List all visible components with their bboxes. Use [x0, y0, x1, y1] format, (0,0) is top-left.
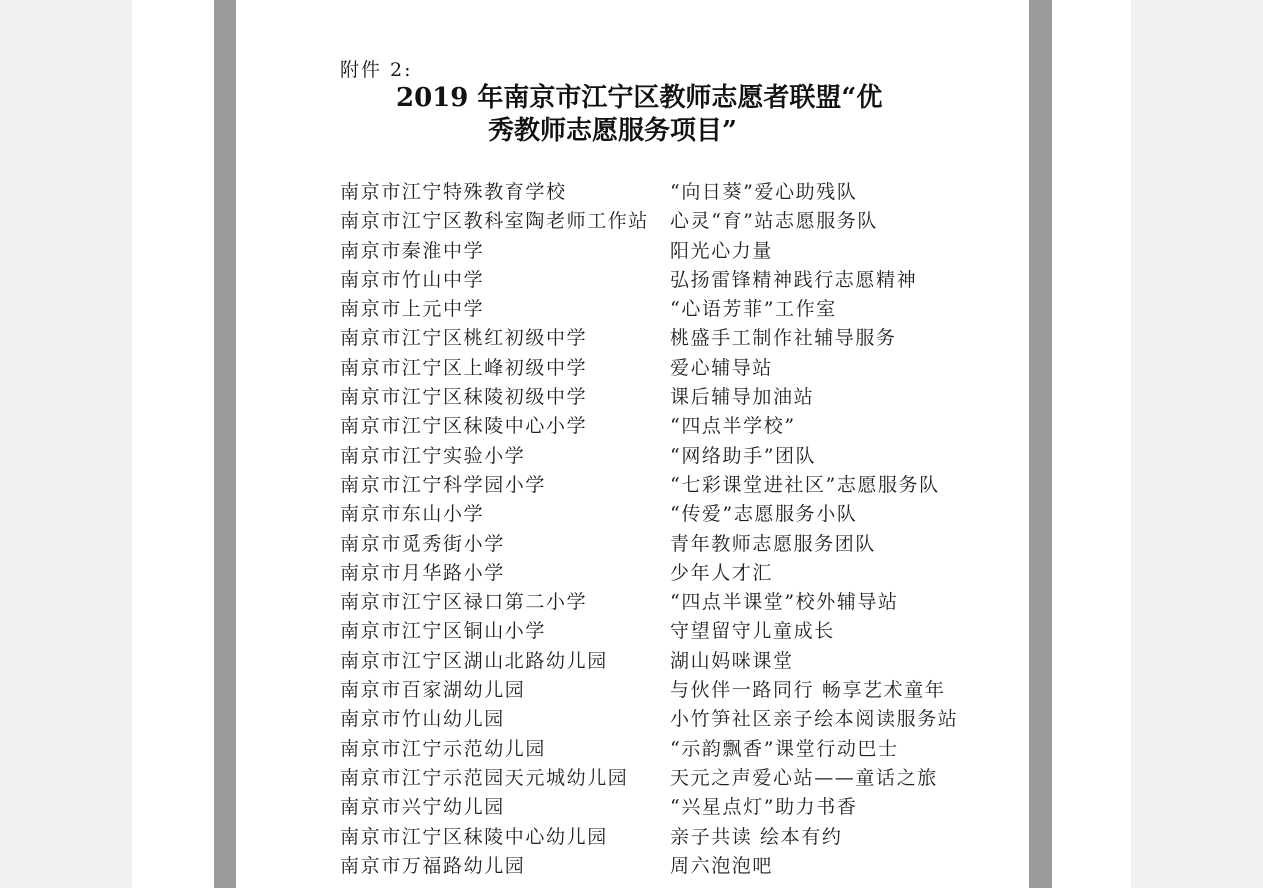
project-name: 湖山妈咪课堂	[670, 649, 794, 672]
project-name: “示韵飘香”课堂行动巴士	[670, 737, 899, 760]
school-name: 南京市江宁示范幼儿园	[340, 737, 547, 760]
project-name: 课后辅导加油站	[670, 386, 815, 409]
project-name: 少年人才汇	[670, 561, 774, 584]
project-name: 阳光心力量	[670, 239, 774, 262]
project-name: 弘扬雷锋精神践行志愿精神	[670, 268, 918, 291]
list-item	[340, 207, 1020, 236]
project-name: 心灵“育”站志愿服务队	[670, 210, 879, 233]
school-name: 南京市东山小学	[340, 503, 485, 526]
list-item	[340, 412, 1020, 441]
list-item	[340, 705, 1020, 734]
list-item	[340, 530, 1020, 559]
project-name: 爱心辅导站	[670, 356, 774, 379]
list-item	[340, 764, 1020, 793]
project-name: 青年教师志愿服务团队	[670, 532, 877, 555]
project-name: “传爱”志愿服务小队	[670, 503, 858, 526]
project-name: 守望留守儿童成长	[670, 620, 835, 643]
volunteer-project-list	[340, 178, 1020, 881]
project-name: “四点半学校”	[670, 415, 796, 438]
school-name: 南京市觅秀街小学	[340, 532, 505, 555]
school-name: 南京市百家湖幼儿园	[340, 679, 526, 702]
list-item	[340, 471, 1020, 500]
list-item	[340, 588, 1020, 617]
list-item	[340, 647, 1020, 676]
project-name: 与伙伴一路同行 畅享艺术童年	[670, 679, 946, 702]
school-name: 南京市江宁科学园小学	[340, 473, 547, 496]
school-name: 南京市江宁实验小学	[340, 444, 526, 467]
list-item	[340, 559, 1020, 588]
project-name: “心语芳菲”工作室	[670, 298, 837, 321]
school-name: 南京市秦淮中学	[340, 239, 485, 262]
list-item	[340, 823, 1020, 852]
school-name: 南京市江宁区桃红初级中学	[340, 327, 588, 350]
project-name: 亲子共读 绘本有约	[670, 825, 843, 848]
project-name: “兴星点灯”助力书香	[670, 796, 858, 819]
list-item	[340, 295, 1020, 324]
list-item	[340, 617, 1020, 646]
project-name: “四点半课堂”校外辅导站	[670, 591, 899, 614]
project-name: 小竹笋社区亲子绘本阅读服务站	[670, 708, 959, 731]
school-name: 南京市江宁区秣陵中心幼儿园	[340, 825, 608, 848]
list-item	[340, 676, 1020, 705]
list-item	[340, 266, 1020, 295]
school-name: 南京市竹山幼儿园	[340, 708, 505, 731]
project-name: “向日葵”爱心助残队	[670, 181, 858, 203]
school-name: 南京市江宁区铜山小学	[340, 620, 547, 643]
school-name: 南京市江宁区湖山北路幼儿园	[340, 649, 608, 672]
school-name: 南京市江宁区上峰初级中学	[340, 356, 588, 379]
school-name: 南京市江宁区秣陵初级中学	[340, 386, 588, 409]
school-name: 南京市月华路小学	[340, 561, 505, 584]
school-name: 南京市兴宁幼儿园	[340, 796, 505, 819]
document-title	[236, 82, 1029, 148]
title-line-2: 秀教师志愿服务项目”	[488, 116, 737, 146]
project-name: 桃盛手工制作社辅导服务	[670, 327, 897, 350]
project-name: “网络助手”团队	[670, 444, 817, 467]
title-line-1: 2019 年南京市江宁区教师志愿者联盟“优	[396, 83, 883, 113]
document-page	[236, 0, 1029, 888]
list-item	[340, 383, 1020, 412]
school-name: 南京市竹山中学	[340, 268, 485, 291]
list-item	[340, 735, 1020, 764]
school-name: 南京市江宁区禄口第二小学	[340, 591, 588, 614]
school-name: 南京市江宁区教科室陶老师工作站	[340, 210, 650, 233]
attachment-label: 附件 2:	[340, 59, 413, 81]
project-name: 天元之声爱心站——童话之旅	[670, 766, 938, 789]
list-item	[340, 793, 1020, 822]
school-name: 南京市江宁示范园天元城幼儿园	[340, 766, 629, 789]
list-item	[340, 237, 1020, 266]
school-name: 南京市上元中学	[340, 298, 485, 321]
project-name: 周六泡泡吧	[670, 854, 774, 877]
school-name: 南京市江宁特殊教育学校	[340, 181, 567, 203]
list-item	[340, 324, 1020, 353]
list-item	[340, 354, 1020, 383]
list-item	[340, 500, 1020, 529]
list-item	[340, 442, 1020, 471]
school-name: 南京市万福路幼儿园	[340, 854, 526, 877]
list-item	[340, 178, 1020, 207]
project-name: “七彩课堂进社区”志愿服务队	[670, 473, 940, 496]
school-name: 南京市江宁区秣陵中心小学	[340, 415, 588, 438]
list-item	[340, 852, 1020, 881]
